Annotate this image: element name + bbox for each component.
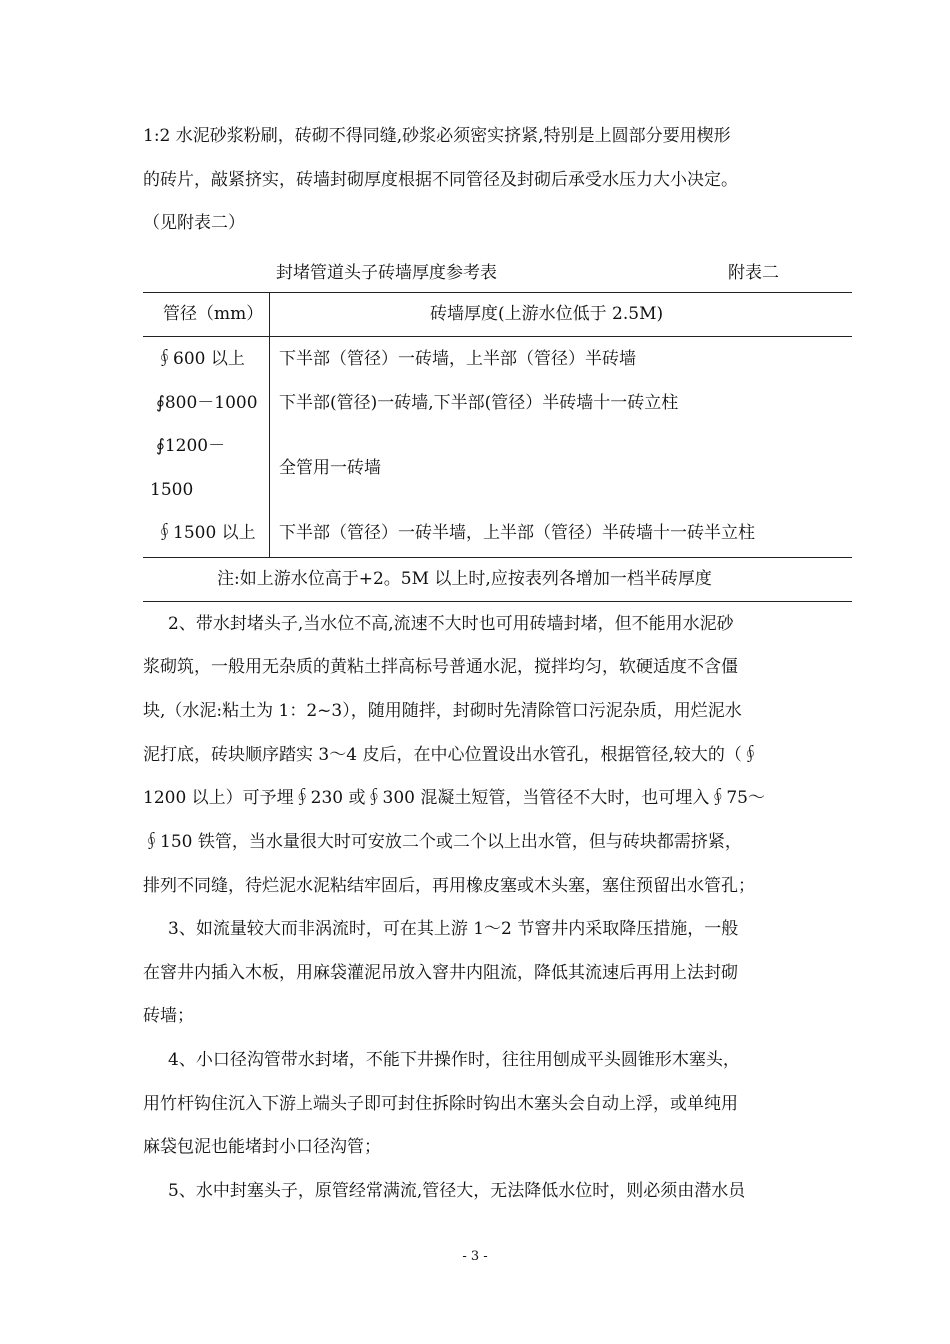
text-line: （见附表二） xyxy=(143,213,245,233)
text-line: 的砖片，敲紧挤实，砖墙封砌厚度根据不同管径及封砌后承受水压力大小决定。 xyxy=(143,170,738,190)
table-cell-thickness: 下半部(管径)一砖墙,下半部(管径）半砖墙十一砖立柱 xyxy=(279,393,679,413)
text-line: 块,（水泥:粘土为 1：2~3），随用随拌，封砌时先清除管口污泥杂质，用烂泥水 xyxy=(143,701,742,721)
text-line: 4、小口径沟管带水封堵，不能下井操作时，往往用刨成平头圆锥形木塞头， xyxy=(168,1050,740,1070)
table-rule-bottom xyxy=(143,601,852,602)
text-line: 1200 以上）可予埋∮230 或∮300 混凝土短管，当管径不大时，也可埋入∮75～ xyxy=(143,788,766,808)
text-line: 麻袋包泥也能堵封小口径沟管； xyxy=(143,1137,381,1157)
text-line: 砖墙； xyxy=(143,1006,194,1026)
table-cell-diameter: ∮800－1000 xyxy=(156,393,258,413)
table-rule-header xyxy=(143,336,852,337)
text-line: 在窨井内插入木板，用麻袋灌泥吊放入窨井内阻流，降低其流速后再用上法封砌 xyxy=(143,963,738,983)
text-line: 浆砌筑，一般用无杂质的黄粘土拌高标号普通水泥，搅拌均匀，软硬适度不含僵 xyxy=(143,657,738,677)
text-line: 排列不同缝，待烂泥水泥粘结牢固后，再用橡皮塞或木头塞，塞住预留出水管孔； xyxy=(143,876,755,896)
table-cell-diameter-cont: 1500 xyxy=(150,480,194,500)
table-rule-top xyxy=(143,292,852,293)
table-note: 注:如上游水位高于+2。5M 以上时,应按表列各增加一档半砖厚度 xyxy=(217,569,712,589)
text-line: 用竹杆钩住沉入下游上端头子即可封住拆除时钩出木塞头会自动上浮，或单纯用 xyxy=(143,1094,738,1114)
table-header-thickness: 砖墙厚度(上游水位低于 2.5M) xyxy=(430,304,664,324)
text-line: ∮150 铁管，当水量很大时可安放二个或二个以上出水管，但与砖块都需挤紧， xyxy=(143,832,742,852)
text-line: 1:2 水泥砂浆粉刷，砖砌不得同缝,砂浆必须密实挤紧,特别是上圆部分要用楔形 xyxy=(143,126,731,146)
text-line: 3、如流量较大而非涡流时，可在其上游 1～2 节窨井内采取降压措施，一般 xyxy=(168,919,739,939)
table-cell-diameter: ∮600 以上 xyxy=(156,349,245,369)
page-number: - 3 - xyxy=(462,1249,488,1264)
table-title: 封堵管道头子砖墙厚度参考表 xyxy=(276,263,497,283)
table-cell-diameter: ∮1500 以上 xyxy=(156,523,256,543)
table-cell-thickness: 下半部（管径）一砖墙，上半部（管径）半砖墙 xyxy=(279,349,636,369)
table-column-divider xyxy=(269,293,270,557)
text-line: 2、带水封堵头子,当水位不高,流速不大时也可用砖墙封堵，但不能用水泥砂 xyxy=(168,614,734,634)
table-cell-thickness: 下半部（管径）一砖半墙，上半部（管径）半砖墙十一砖半立柱 xyxy=(279,523,755,543)
text-line: 5、水中封塞头子，原管经常满流,管径大，无法降低水位时，则必须由潜水员 xyxy=(168,1181,746,1201)
table-cell-thickness: 全管用一砖墙 xyxy=(279,458,381,478)
text-line: 泥打底，砖块顺序踏实 3～4 皮后，在中心位置设出水管孔，根据管径,较大的（∮ xyxy=(143,745,759,765)
table-tag: 附表二 xyxy=(728,263,779,283)
table-rule-body-end xyxy=(143,557,852,558)
table-header-diameter: 管径（mm） xyxy=(163,304,264,324)
table-cell-diameter: ∮1200－ xyxy=(156,436,226,456)
